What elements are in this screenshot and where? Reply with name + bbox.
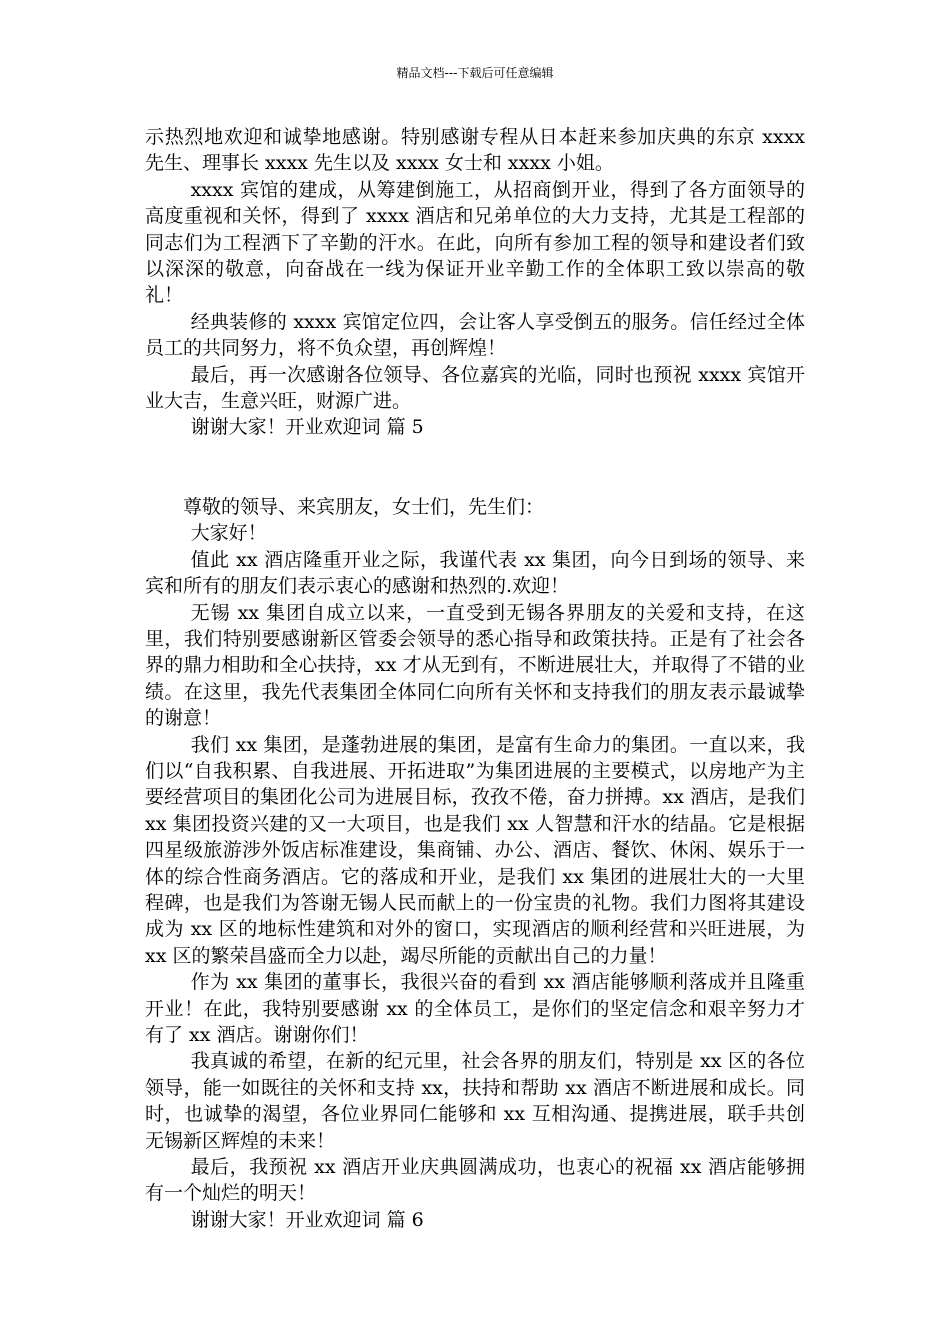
- paragraph: 值此 xx 酒店隆重开业之际，我谨代表 xx 集团，向今日到场的领导、来宾和所有的朋友们表示衷心的感谢和热烈的.欢迎！: [145, 548, 805, 598]
- document-body: [145, 124, 805, 1233]
- page-header: 精品文档---下载后可任意编辑: [396, 66, 554, 80]
- greeting: 大家好！: [190, 522, 267, 545]
- section-title: 谢谢大家！开业欢迎词 篇 5: [190, 416, 424, 439]
- paragraph: xxxx 宾馆的建成，从筹建倒施工，从招商倒开业，得到了各方面领导的高度重视和关怀，得到了 xxxx 酒店和兄弟单位的大力支持，尤其是工程部的同志们为工程洒下了辛勤的汗水。在此，向所有参加工程的领导和建设者们致以深深的敬意，向奋战在一线为保证开业辛勤工作的全体职工致以崇高的敬礼！: [145, 178, 805, 307]
- paragraph: 示热烈地欢迎和诚挚地感谢。特别感谢专程从日本赶来参加庆典的东京 xxxx 先生、理事长 xxxx 先生以及 xxxx 女士和 xxxx 小姐。: [145, 126, 805, 175]
- paragraph: 我真诚的希望，在新的纪元里，社会各界的朋友们，特别是 xx 区的各位领导，能一如既往的关怀和支持 xx，扶持和帮助 xx 酒店不断进展和成长。同时，也诚挚的渴望，各位业界同仁能够和 xx 互相沟通、提携进展，联手共创无锡新区辉煌的未来！: [145, 1050, 805, 1152]
- paragraph: 我们 xx 集团，是蓬勃进展的集团，是富有生命力的集团。一直以来，我们以“自我积累、自我进展、开拓进取”为集团进展的主要模式，以房地产为主要经营项目的集团化公司为进展目标，孜孜不倦，奋力拼搏。xx 酒店，是我们 xx 集团投资兴建的又一大项目，也是我们 xx 人智慧和汗水的结晶。它是根据四星级旅游涉外饭店标准建设，集商铺、办公、酒店、餐饮、休闲、娱乐于一体的综合性商务酒店。它的落成和开业，是我们 xx 集团的进展壮大的一大里程碑，也是我们为答谢无锡人民而献上的一份宝贵的礼物。我们力图将其建设成为 xx 区的地标性建筑和对外的窗口，实现酒店的顺利经营和兴旺进展，为 xx 区的繁荣昌盛而全力以赴，竭尽所能的贡献出自己的力量！: [145, 733, 805, 967]
- section-title: 谢谢大家！开业欢迎词 篇 6: [190, 1208, 424, 1231]
- salutation: 尊敬的领导、来宾朋友，女士们，先生们：: [183, 495, 545, 518]
- paragraph: 最后，再一次感谢各位领导、各位嘉宾的光临，同时也预祝 xxxx 宾馆开业大吉，生意兴旺，财源广进。: [145, 363, 805, 413]
- paragraph: 作为 xx 集团的董事长，我很兴奋的看到 xx 酒店能够顺利落成并且隆重开业！在此，我特别要感谢 xx 的全体员工，是你们的坚定信念和艰辛努力才有了 xx 酒店。谢谢你们！: [145, 971, 805, 1046]
- paragraph: 经典装修的 xxxx 宾馆定位四，会让客人享受倒五的服务。信任经过全体员工的共同努力，将不负众望，再创辉煌！: [145, 310, 805, 360]
- paragraph: 最后，我预祝 xx 酒店开业庆典圆满成功，也衷心的祝福 xx 酒店能够拥有一个灿烂的明天！: [145, 1156, 805, 1205]
- paragraph: 无锡 xx 集团自成立以来，一直受到无锡各界朋友的关爱和支持，在这里，我们特别要感谢新区管委会领导的悉心指导和政策扶持。正是有了社会各界的鼎力相助和全心扶持，xx 才从无到有，不断进展壮大，并取得了不错的业绩。在这里，我先代表集团全体同仁向所有关怀和支持我们的朋友表示最诚挚的谢意！: [145, 601, 805, 730]
